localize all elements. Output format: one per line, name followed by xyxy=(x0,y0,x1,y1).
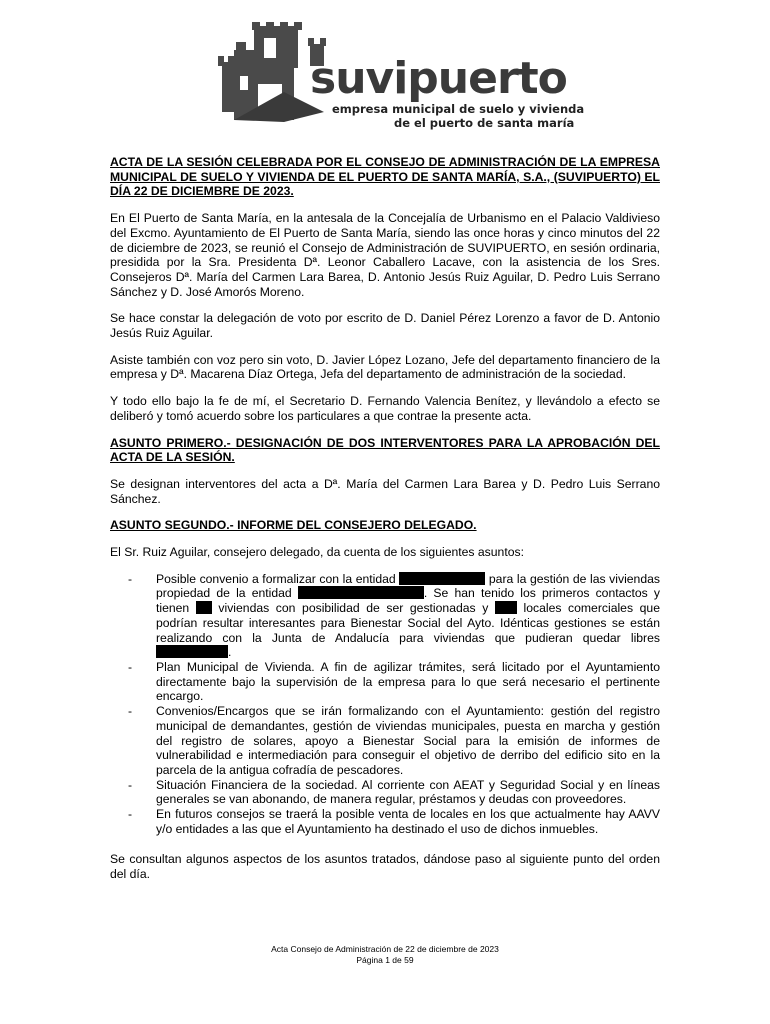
asunto-segundo-intro: El Sr. Ruiz Aguilar, consejero delegado, da cuenta de los siguientes asuntos: xyxy=(110,545,524,560)
item1-part-c: . Se han tenido los primeros contactos y tienen xyxy=(156,586,660,616)
logo-tagline-2: de el puerto de santa maría xyxy=(394,116,575,130)
asunto-segundo-list xyxy=(110,572,660,837)
item1-part-a: Posible convenio a formalizar con la entidad xyxy=(156,571,396,586)
heading-asunto-primero: ASUNTO PRIMERO.- DESIGNACIÓN DE DOS INTERVENTORES PARA LA APROBACIÓN DEL ACTA DE LA SESIÓN. xyxy=(110,435,660,465)
item1-part-f: . xyxy=(228,645,232,660)
document-body xyxy=(110,155,660,894)
redaction-block xyxy=(196,601,212,614)
page-number: Página 1 de 59 xyxy=(356,955,414,965)
paragraph-secretary: Y todo ello bajo la fe de mí, el Secretario D. Fernando Valencia Benítez, y llevándolo a efecto se deliberó y tomó acuerdo sobre los particulares a que contrae la presente acta. xyxy=(110,394,660,423)
page-footer xyxy=(0,944,770,966)
redaction-block xyxy=(156,645,228,658)
list-item xyxy=(110,572,660,660)
paragraph-delegation: Se hace constar la delegación de voto por escrito de D. Daniel Pérez Lorenzo a favor de D. Antonio Jesús Ruiz Aguilar. xyxy=(110,311,660,341)
redaction-block xyxy=(298,586,424,599)
list-item: - En futuros consejos se traerá la posible venta de locales en los que actualmente hay AAVV y/o entidades a las que el Ayuntamiento ha destinado el uso de dichos inmuebles. xyxy=(110,807,660,836)
document-title: ACTA DE LA SESIÓN CELEBRADA POR EL CONSEJO DE ADMINISTRACIÓN DE LA EMPRESA MUNICIPAL DE SUELO Y VIVIENDA DE EL PUERTO DE SANTA MARÍA, S.A., (SUVIPUERTO) EL DÍA 22 DE DICIEMBRE DE 2023. xyxy=(110,155,660,199)
item1-part-d: viviendas con posibilidad de ser gestionadas y xyxy=(218,601,489,616)
redaction-block xyxy=(399,572,485,585)
suvipuerto-logo xyxy=(214,22,585,132)
list-item: - Convenios/Encargos que se irán formalizando con el Ayuntamiento: gestión del registro municipal de demandantes, gestión de viviendas municipales, puesta en marcha y gestión del registro de solares, apoyo a Bienestar Social para la emisión de informes de vulnerabilidad e intermediación para conseguir el objetivo de derribo del edificio sito en la parcela de la antigua cofradía de pescadores. xyxy=(110,704,660,778)
item1-part-b: para la gestión de las viviendas propiedad de la entidad xyxy=(156,571,660,601)
redaction-block xyxy=(495,601,517,614)
list-item: - Plan Municipal de Vivienda. A fin de agilizar trámites, será licitado por el Ayuntamiento directamente bajo la supervisión de la empresa para lo que será necesario el pertinente encargo. xyxy=(110,660,660,704)
list-item: - Situación Financiera de la sociedad. Al corriente con AEAT y Seguridad Social y en líneas generales se van abonando, de manera regular, préstamos y deudas con proveedores. xyxy=(110,778,660,807)
paragraph-attendees: Asiste también con voz pero sin voto, D. Javier López Lozano, Jefe del departamento financiero de la empresa y Dª. Macarena Díaz Ortega, Jefa del departamento de administración de la sociedad. xyxy=(110,352,660,382)
logo-tagline-1: empresa municipal de suelo y vivienda xyxy=(332,102,585,116)
asunto-segundo-closing: Se consultan algunos aspectos de los asuntos tratados, dándose paso al siguiente punto del orden del día. xyxy=(110,852,660,882)
logo-brand: suvipuerto xyxy=(310,53,567,104)
paragraph-opening: En El Puerto de Santa María, en la antesala de la Concejalía de Urbanismo en el Palacio Valdivieso del Excmo. Ayuntamiento de El Puerto de Santa María, siendo las once horas y cinco minutos del 22 de diciembre de 2023, se reunió el Consejo de Administración de SUVIPUERTO, en sesión ordinaria, presidida por la Sra. Presidenta Dª. Leonor Caballero Lacave, con la asistencia de los Sres. Consejeros Dª. María del Carmen Lara Barea, D. Antonio Jesús Ruiz Aguilar, D. Pedro Luis Serrano Sánchez y D. José Amorós Moreno. xyxy=(110,211,660,299)
footer-title: Acta Consejo de Administración de 22 de diciembre de 2023 xyxy=(271,944,499,954)
asunto-primero-text: Se designan interventores del acta a Dª. María del Carmen Lara Barea y D. Pedro Luis Serrano Sánchez. xyxy=(110,476,660,506)
heading-asunto-segundo: ASUNTO SEGUNDO.- INFORME DEL CONSEJERO DELEGADO. xyxy=(110,518,477,533)
item1-part-e: locales comerciales que podrían resultar interesantes para Bienestar Social del Ayto. Idénticas gestiones se están realizando con la Junta de Andalucía para viviendas que pudieran quedar libres xyxy=(156,601,660,645)
